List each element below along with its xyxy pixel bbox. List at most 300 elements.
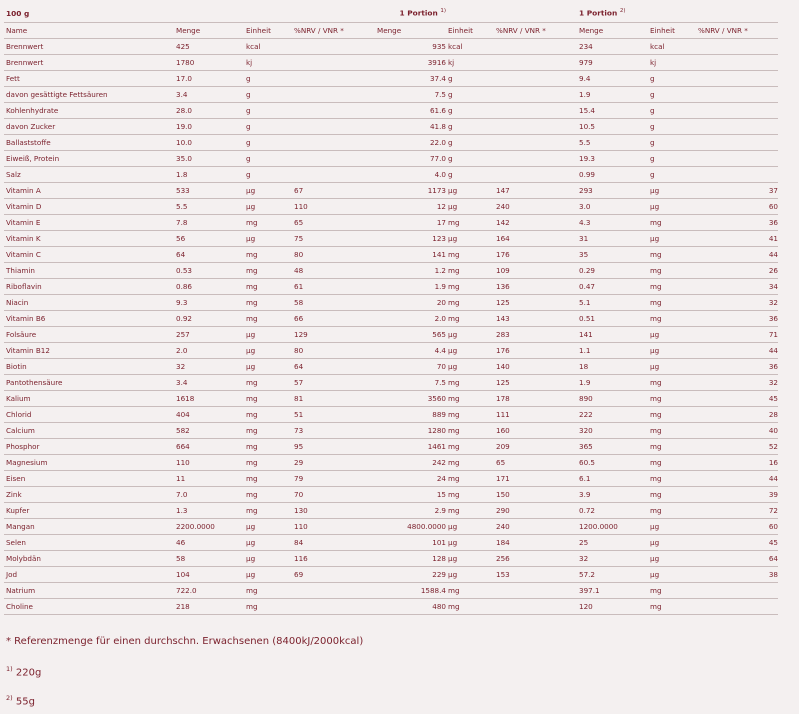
unit-100g: g — [244, 71, 292, 87]
amount-portion-1: 141 — [375, 247, 446, 263]
nutrient-name: Eisen — [4, 471, 174, 487]
nutrient-name: Salz — [4, 167, 174, 183]
amount-portion-1: 123 — [375, 231, 446, 247]
unit-100g: g — [244, 167, 292, 183]
table-row — [4, 87, 778, 103]
nutrient-name: Thiamin — [4, 263, 174, 279]
amount-portion-1: 37.4 — [375, 71, 446, 87]
unit-100g: g — [244, 103, 292, 119]
table-row — [4, 423, 778, 439]
nutrient-name: Vitamin C — [4, 247, 174, 263]
nrv-portion-1 — [494, 71, 577, 87]
amount-100g: 722.0 — [174, 583, 244, 599]
unit-portion-2: µg — [648, 519, 696, 535]
nrv-portion-2 — [696, 151, 778, 167]
unit-portion-1: mg — [446, 439, 494, 455]
unit-100g: µg — [244, 199, 292, 215]
col-name-header: Name — [4, 23, 174, 39]
unit-portion-1: kcal — [446, 39, 494, 55]
unit-portion-2: mg — [648, 391, 696, 407]
nrv-portion-1: 184 — [494, 535, 577, 551]
nrv-100g — [292, 103, 375, 119]
nutrient-name: Chlorid — [4, 407, 174, 423]
unit-portion-2: mg — [648, 311, 696, 327]
amount-portion-1: 77.0 — [375, 151, 446, 167]
nrv-portion-1 — [494, 599, 577, 615]
unit-100g: kcal — [244, 39, 292, 55]
unit-portion-1: mg — [446, 599, 494, 615]
nrv-portion-2: 36 — [696, 215, 778, 231]
amount-portion-2: 141 — [577, 327, 648, 343]
unit-100g: µg — [244, 519, 292, 535]
unit-100g: mg — [244, 583, 292, 599]
unit-100g: µg — [244, 535, 292, 551]
nrv-portion-2: 26 — [696, 263, 778, 279]
table-row — [4, 55, 778, 71]
unit-100g: mg — [244, 439, 292, 455]
amount-100g: 1618 — [174, 391, 244, 407]
table-row — [4, 407, 778, 423]
nrv-portion-1: 256 — [494, 551, 577, 567]
nrv-portion-1 — [494, 55, 577, 71]
amount-portion-2: 31 — [577, 231, 648, 247]
amount-portion-1: 3916 — [375, 55, 446, 71]
amount-portion-2: 18 — [577, 359, 648, 375]
amount-100g: 28.0 — [174, 103, 244, 119]
nutrient-name: Folsäure — [4, 327, 174, 343]
amount-portion-2: 0.47 — [577, 279, 648, 295]
amount-100g: 64 — [174, 247, 244, 263]
nrv-portion-2: 44 — [696, 247, 778, 263]
table-row — [4, 599, 778, 615]
nrv-portion-1: 283 — [494, 327, 577, 343]
amount-portion-1: 61.6 — [375, 103, 446, 119]
unit-portion-2: mg — [648, 375, 696, 391]
amount-portion-1: 4.0 — [375, 167, 446, 183]
amount-100g: 104 — [174, 567, 244, 583]
nrv-portion-2 — [696, 167, 778, 183]
nrv-portion-1 — [494, 135, 577, 151]
amount-portion-1: 22.0 — [375, 135, 446, 151]
table-row — [4, 311, 778, 327]
amount-portion-1: 41.8 — [375, 119, 446, 135]
amount-100g: 46 — [174, 535, 244, 551]
unit-portion-2: µg — [648, 183, 696, 199]
amount-portion-2: 57.2 — [577, 567, 648, 583]
nutrient-name: Biotin — [4, 359, 174, 375]
unit-portion-1: mg — [446, 215, 494, 231]
nrv-portion-2: 32 — [696, 295, 778, 311]
amount-portion-2: 365 — [577, 439, 648, 455]
amount-portion-1: 128 — [375, 551, 446, 567]
nrv-portion-2: 71 — [696, 327, 778, 343]
nrv-portion-2 — [696, 87, 778, 103]
table-row — [4, 119, 778, 135]
amount-100g: 533 — [174, 183, 244, 199]
unit-100g: mg — [244, 407, 292, 423]
amount-100g: 17.0 — [174, 71, 244, 87]
nrv-portion-1: 143 — [494, 311, 577, 327]
amount-portion-1: 889 — [375, 407, 446, 423]
unit-portion-2: mg — [648, 455, 696, 471]
unit-portion-2: mg — [648, 503, 696, 519]
amount-portion-1: 935 — [375, 39, 446, 55]
nrv-portion-1: 125 — [494, 375, 577, 391]
unit-portion-1: µg — [446, 231, 494, 247]
amount-portion-1: 17 — [375, 215, 446, 231]
unit-100g: g — [244, 151, 292, 167]
nrv-100g: 95 — [292, 439, 375, 455]
table-row — [4, 455, 778, 471]
amount-100g: 56 — [174, 231, 244, 247]
nrv-100g: 84 — [292, 535, 375, 551]
nrv-portion-2 — [696, 55, 778, 71]
unit-portion-2: µg — [648, 231, 696, 247]
nutrient-name: Pantothensäure — [4, 375, 174, 391]
unit-portion-1: µg — [446, 327, 494, 343]
nrv-portion-2: 52 — [696, 439, 778, 455]
table-row — [4, 279, 778, 295]
table-row — [4, 519, 778, 535]
unit-portion-2: kcal — [648, 39, 696, 55]
amount-100g: 257 — [174, 327, 244, 343]
unit-portion-2: mg — [648, 471, 696, 487]
unit-100g: µg — [244, 231, 292, 247]
nutrient-name: davon gesättigte Fettsäuren — [4, 87, 174, 103]
unit-portion-1: mg — [446, 487, 494, 503]
unit-portion-1: mg — [446, 279, 494, 295]
nrv-portion-1: 65 — [494, 455, 577, 471]
amount-portion-1: 70 — [375, 359, 446, 375]
unit-100g: mg — [244, 455, 292, 471]
amount-100g: 110 — [174, 455, 244, 471]
unit-portion-2: mg — [648, 423, 696, 439]
unit-100g: mg — [244, 247, 292, 263]
amount-100g: 0.92 — [174, 311, 244, 327]
nrv-100g — [292, 583, 375, 599]
amount-portion-2: 1.1 — [577, 343, 648, 359]
nutrient-name: Vitamin B12 — [4, 343, 174, 359]
table-row — [4, 71, 778, 87]
table-row — [4, 503, 778, 519]
nrv-100g: 70 — [292, 487, 375, 503]
nrv-100g: 75 — [292, 231, 375, 247]
nutrient-name: Jod — [4, 567, 174, 583]
amount-portion-1: 15 — [375, 487, 446, 503]
unit-portion-2: kj — [648, 55, 696, 71]
table-row — [4, 39, 778, 55]
column-header-row — [4, 23, 778, 39]
amount-portion-1: 480 — [375, 599, 446, 615]
nrv-100g — [292, 599, 375, 615]
amount-portion-2: 293 — [577, 183, 648, 199]
table-row — [4, 295, 778, 311]
nutrient-name: Vitamin E — [4, 215, 174, 231]
unit-portion-1: g — [446, 151, 494, 167]
nutrient-name: Phosphor — [4, 439, 174, 455]
unit-100g: µg — [244, 183, 292, 199]
nrv-100g: 110 — [292, 199, 375, 215]
unit-portion-1: mg — [446, 423, 494, 439]
unit-portion-2: mg — [648, 599, 696, 615]
amount-portion-2: 60.5 — [577, 455, 648, 471]
amount-portion-1: 7.5 — [375, 375, 446, 391]
nrv-portion-2: 34 — [696, 279, 778, 295]
unit-100g: mg — [244, 311, 292, 327]
amount-100g: 0.53 — [174, 263, 244, 279]
nrv-100g: 66 — [292, 311, 375, 327]
amount-portion-2: 397.1 — [577, 583, 648, 599]
table-row — [4, 135, 778, 151]
table-row — [4, 535, 778, 551]
amount-portion-2: 1.9 — [577, 87, 648, 103]
unit-100g: mg — [244, 599, 292, 615]
amount-100g: 582 — [174, 423, 244, 439]
table-row — [4, 359, 778, 375]
nrv-portion-1: 153 — [494, 567, 577, 583]
unit-portion-1: µg — [446, 551, 494, 567]
nrv-portion-1: 150 — [494, 487, 577, 503]
nutrient-name: Kohlenhydrate — [4, 103, 174, 119]
unit-portion-2: µg — [648, 535, 696, 551]
nrv-100g — [292, 151, 375, 167]
nutrient-name: Brennwert — [4, 39, 174, 55]
unit-portion-1: g — [446, 71, 494, 87]
nrv-portion-2: 41 — [696, 231, 778, 247]
nrv-portion-2 — [696, 119, 778, 135]
unit-100g: mg — [244, 471, 292, 487]
amount-portion-2: 0.72 — [577, 503, 648, 519]
nrv-100g — [292, 87, 375, 103]
amount-portion-2: 0.51 — [577, 311, 648, 327]
unit-portion-2: µg — [648, 551, 696, 567]
nrv-portion-1: 290 — [494, 503, 577, 519]
unit-portion-2: mg — [648, 247, 696, 263]
amount-portion-1: 1.2 — [375, 263, 446, 279]
unit-portion-1: µg — [446, 567, 494, 583]
unit-portion-1: µg — [446, 535, 494, 551]
amount-portion-2: 19.3 — [577, 151, 648, 167]
nrv-100g: 116 — [292, 551, 375, 567]
unit-100g: mg — [244, 423, 292, 439]
amount-portion-1: 1.9 — [375, 279, 446, 295]
footnote-1: $^{1)}$ 220g — [6, 665, 42, 679]
unit-portion-2: mg — [648, 583, 696, 599]
amount-portion-1: 242 — [375, 455, 446, 471]
nrv-portion-1: 147 — [494, 183, 577, 199]
nrv-portion-2: 45 — [696, 391, 778, 407]
nrv-portion-2 — [696, 583, 778, 599]
amount-portion-2: 120 — [577, 599, 648, 615]
table-row — [4, 471, 778, 487]
table-row — [4, 327, 778, 343]
amount-100g: 0.86 — [174, 279, 244, 295]
nrv-portion-1: 164 — [494, 231, 577, 247]
amount-portion-2: 25 — [577, 535, 648, 551]
amount-portion-2: 4.3 — [577, 215, 648, 231]
nrv-portion-2 — [696, 599, 778, 615]
nrv-100g: 58 — [292, 295, 375, 311]
nrv-portion-1 — [494, 151, 577, 167]
unit-portion-2: mg — [648, 439, 696, 455]
amount-portion-2: 6.1 — [577, 471, 648, 487]
amount-portion-2: 35 — [577, 247, 648, 263]
nrv-portion-2: 37 — [696, 183, 778, 199]
col-menge-header: Menge — [577, 23, 648, 39]
amount-portion-1: 229 — [375, 567, 446, 583]
nutrient-name: Zink — [4, 487, 174, 503]
amount-portion-2: 3.0 — [577, 199, 648, 215]
nutrient-name: Vitamin A — [4, 183, 174, 199]
unit-100g: g — [244, 135, 292, 151]
table-row — [4, 151, 778, 167]
amount-portion-2: 15.4 — [577, 103, 648, 119]
unit-portion-1: mg — [446, 375, 494, 391]
unit-portion-2: mg — [648, 279, 696, 295]
nutrient-name: Calcium — [4, 423, 174, 439]
amount-portion-2: 1200.0000 — [577, 519, 648, 535]
nrv-100g — [292, 167, 375, 183]
unit-portion-2: mg — [648, 263, 696, 279]
unit-100g: mg — [244, 487, 292, 503]
nrv-100g: 130 — [292, 503, 375, 519]
nrv-portion-2 — [696, 135, 778, 151]
amount-100g: 5.5 — [174, 199, 244, 215]
unit-100g: mg — [244, 215, 292, 231]
nutrient-name: Choline — [4, 599, 174, 615]
nrv-100g: 57 — [292, 375, 375, 391]
table-row — [4, 215, 778, 231]
nrv-portion-1 — [494, 39, 577, 55]
amount-portion-2: 320 — [577, 423, 648, 439]
nrv-100g: 73 — [292, 423, 375, 439]
amount-portion-2: 0.29 — [577, 263, 648, 279]
nrv-100g: 80 — [292, 343, 375, 359]
amount-100g: 2.0 — [174, 343, 244, 359]
col-menge-header: Menge — [375, 23, 446, 39]
amount-100g: 2200.0000 — [174, 519, 244, 535]
amount-portion-1: 4800.0000 — [375, 519, 446, 535]
nrv-portion-1: 136 — [494, 279, 577, 295]
amount-portion-2: 3.9 — [577, 487, 648, 503]
unit-portion-1: mg — [446, 263, 494, 279]
nrv-portion-2: 60 — [696, 519, 778, 535]
amount-portion-1: 2.0 — [375, 311, 446, 327]
nrv-portion-1: 140 — [494, 359, 577, 375]
unit-portion-1: g — [446, 135, 494, 151]
unit-100g: mg — [244, 263, 292, 279]
unit-portion-2: g — [648, 135, 696, 151]
unit-portion-2: g — [648, 103, 696, 119]
unit-portion-1: µg — [446, 359, 494, 375]
nrv-portion-1: 160 — [494, 423, 577, 439]
nrv-portion-2 — [696, 39, 778, 55]
amount-portion-1: 565 — [375, 327, 446, 343]
amount-portion-2: 5.1 — [577, 295, 648, 311]
nutrient-name: Vitamin D — [4, 199, 174, 215]
nutrient-name: Kalium — [4, 391, 174, 407]
unit-portion-1: mg — [446, 455, 494, 471]
nrv-portion-1: 176 — [494, 247, 577, 263]
unit-100g: g — [244, 87, 292, 103]
amount-100g: 1.3 — [174, 503, 244, 519]
col-menge-header: Menge — [174, 23, 244, 39]
nrv-portion-2: 44 — [696, 343, 778, 359]
nutrient-name: davon Zucker — [4, 119, 174, 135]
group-portion-1: 1 Portion $^{1)}$ — [375, 4, 446, 23]
nrv-portion-2: 16 — [696, 455, 778, 471]
nrv-100g — [292, 39, 375, 55]
amount-portion-2: 10.5 — [577, 119, 648, 135]
unit-portion-1: g — [446, 87, 494, 103]
unit-portion-1: mg — [446, 407, 494, 423]
col-nrv-header: %NRV / VNR * — [292, 23, 375, 39]
amount-portion-2: 222 — [577, 407, 648, 423]
nutrient-name: Brennwert — [4, 55, 174, 71]
unit-100g: µg — [244, 327, 292, 343]
nrv-portion-1: 125 — [494, 295, 577, 311]
nrv-portion-1: 178 — [494, 391, 577, 407]
table-row — [4, 343, 778, 359]
amount-portion-1: 12 — [375, 199, 446, 215]
unit-100g: g — [244, 119, 292, 135]
nrv-portion-1 — [494, 167, 577, 183]
unit-portion-1: mg — [446, 295, 494, 311]
unit-portion-1: mg — [446, 471, 494, 487]
amount-portion-1: 2.9 — [375, 503, 446, 519]
nrv-portion-2: 38 — [696, 567, 778, 583]
unit-100g: µg — [244, 551, 292, 567]
col-einheit-header: Einheit — [244, 23, 292, 39]
nutrient-name: Molybdän — [4, 551, 174, 567]
unit-portion-1: g — [446, 167, 494, 183]
unit-100g: kj — [244, 55, 292, 71]
unit-portion-1: mg — [446, 391, 494, 407]
amount-100g: 35.0 — [174, 151, 244, 167]
nrv-portion-1: 109 — [494, 263, 577, 279]
amount-portion-1: 3560 — [375, 391, 446, 407]
footnote-2: $^{2)}$ 55g — [6, 694, 35, 708]
unit-portion-1: g — [446, 119, 494, 135]
nrv-100g: 64 — [292, 359, 375, 375]
nrv-100g: 80 — [292, 247, 375, 263]
nrv-portion-2: 72 — [696, 503, 778, 519]
nutrient-name: Natrium — [4, 583, 174, 599]
nutrient-name: Ballaststoffe — [4, 135, 174, 151]
table-row — [4, 487, 778, 503]
nrv-100g — [292, 71, 375, 87]
table-row — [4, 167, 778, 183]
amount-portion-1: 20 — [375, 295, 446, 311]
unit-portion-2: µg — [648, 359, 696, 375]
nutrient-name: Fett — [4, 71, 174, 87]
nrv-100g — [292, 119, 375, 135]
unit-portion-2: µg — [648, 327, 696, 343]
table-row — [4, 183, 778, 199]
unit-portion-1: mg — [446, 247, 494, 263]
amount-portion-2: 9.4 — [577, 71, 648, 87]
nrv-portion-2: 39 — [696, 487, 778, 503]
amount-portion-2: 979 — [577, 55, 648, 71]
amount-100g: 425 — [174, 39, 244, 55]
nrv-100g: 110 — [292, 519, 375, 535]
amount-100g: 58 — [174, 551, 244, 567]
unit-portion-2: g — [648, 71, 696, 87]
nrv-100g — [292, 135, 375, 151]
table-row — [4, 231, 778, 247]
unit-portion-1: kj — [446, 55, 494, 71]
amount-portion-1: 24 — [375, 471, 446, 487]
